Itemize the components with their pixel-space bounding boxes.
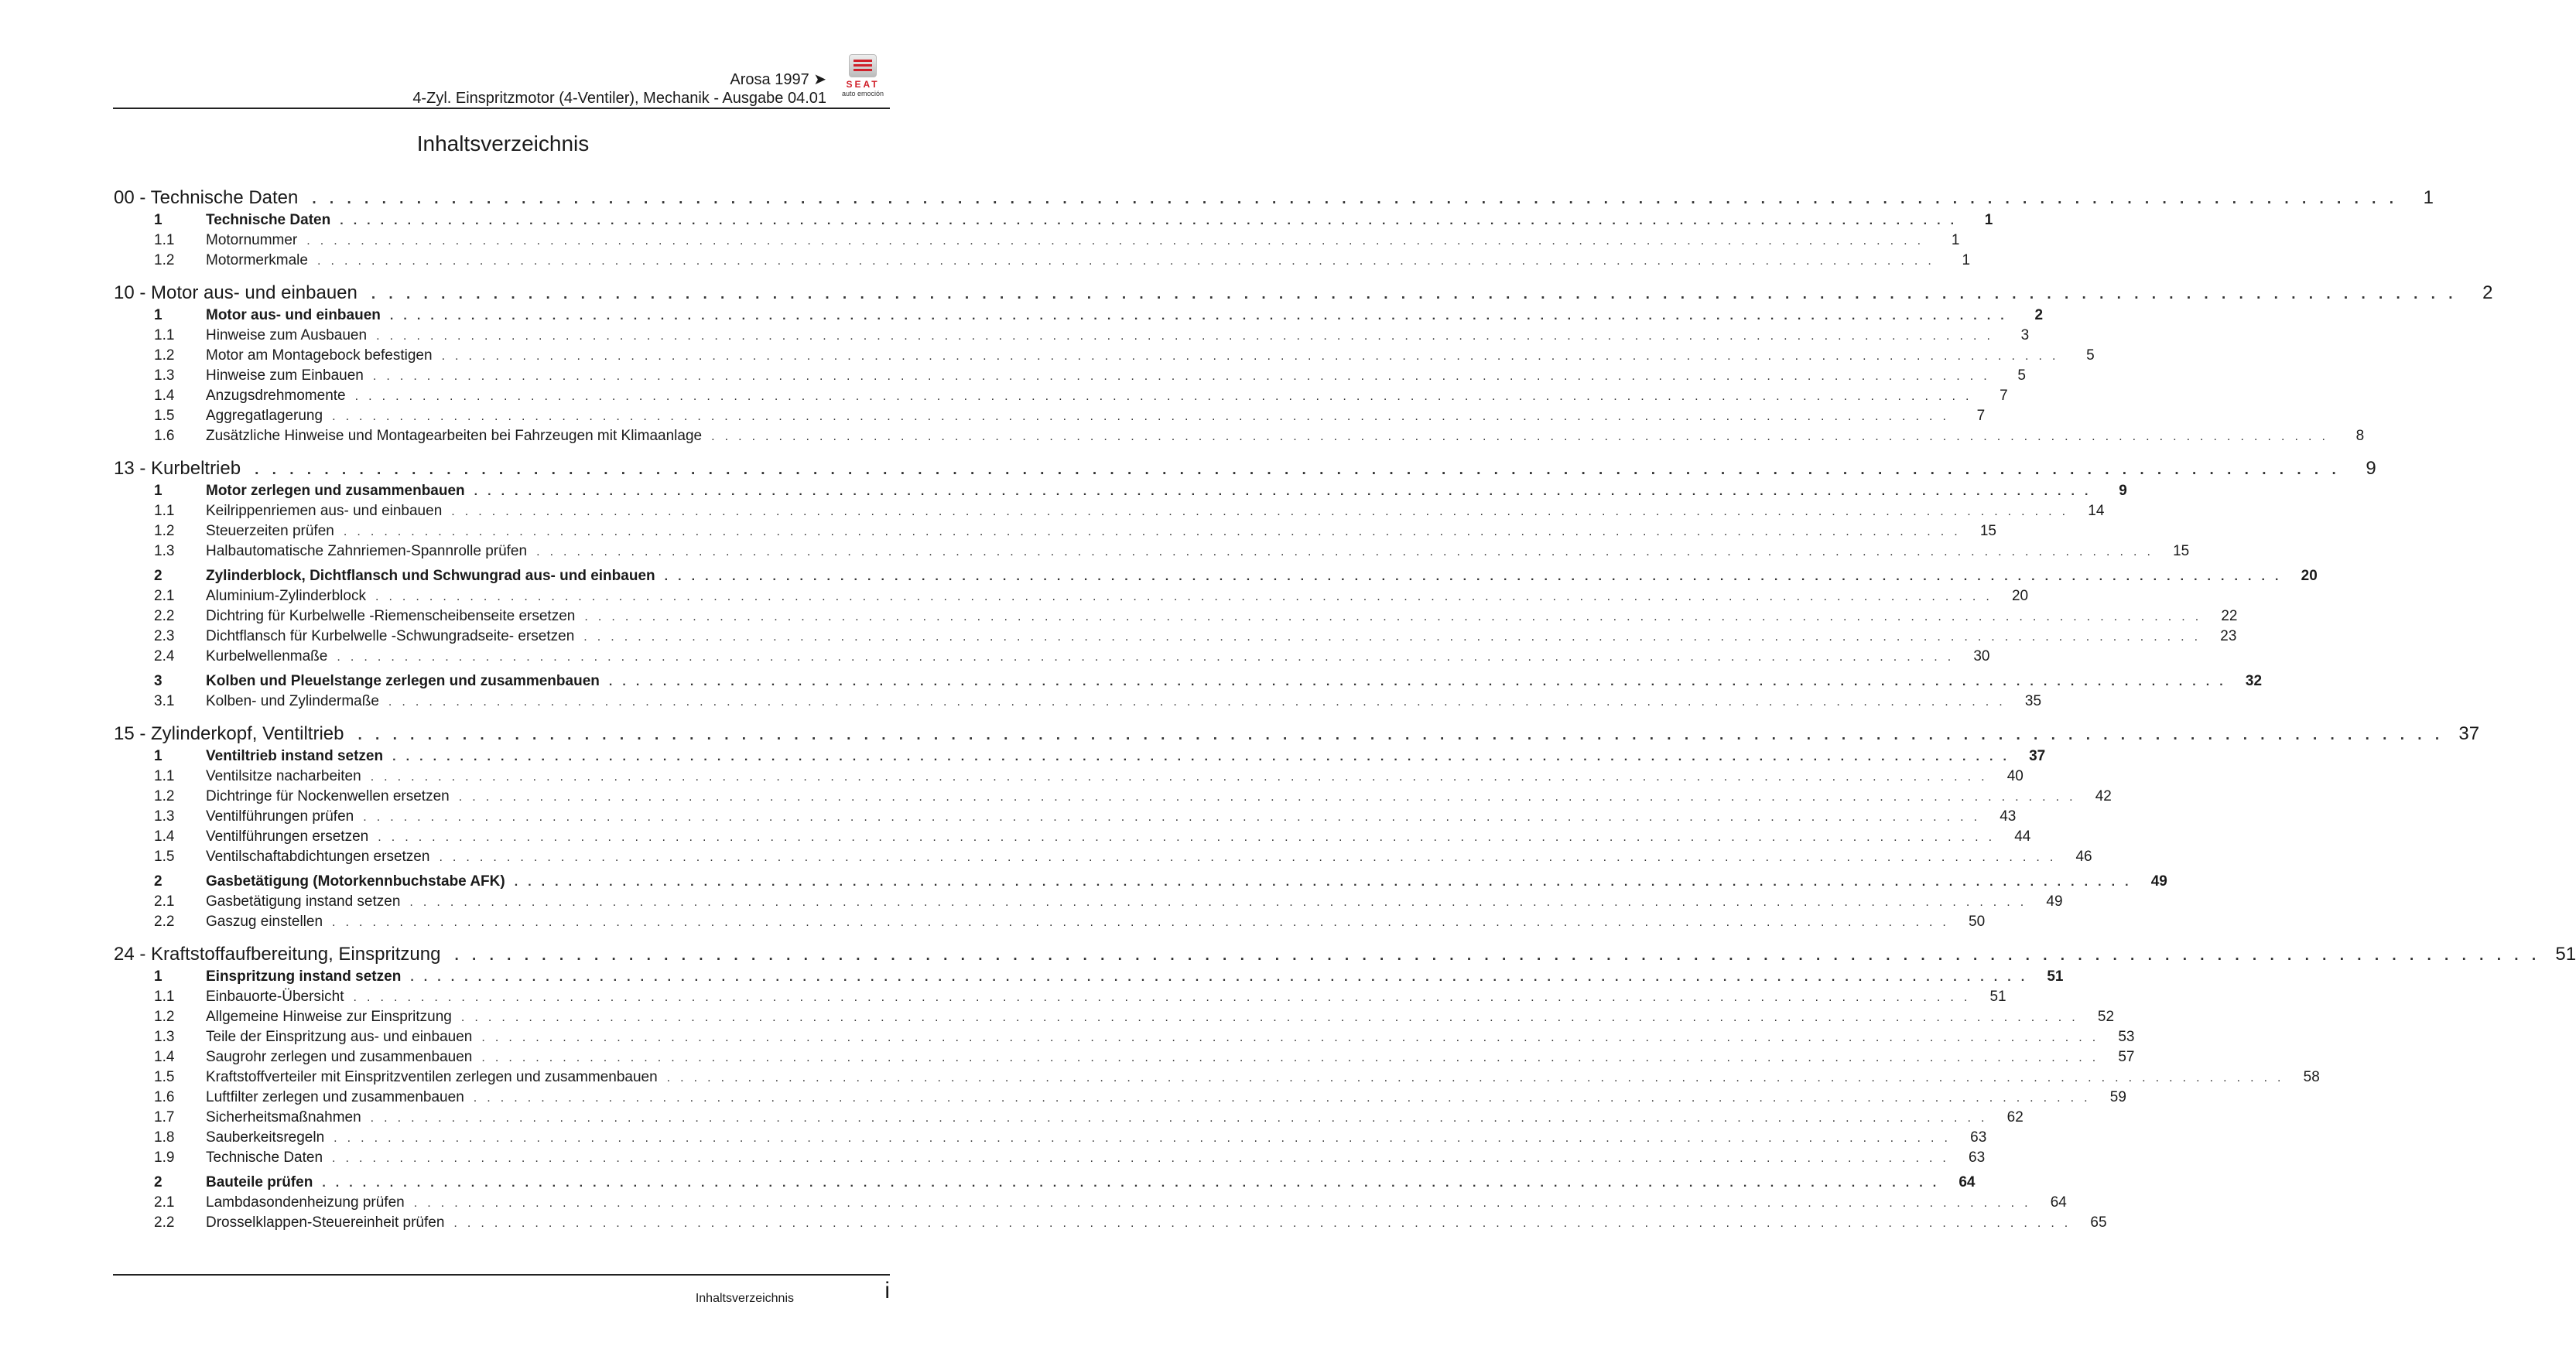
toc-number: 2.2 (154, 1214, 175, 1231)
toc-section[interactable] (114, 566, 2318, 586)
toc-chapter[interactable] (114, 722, 2480, 746)
toc-number: 2.2 (154, 914, 175, 930)
dot-leader: . . . . . . . . . . . . . . . . . . . . . . . . . . . . . . . . . . . . . . . . . . . . . . . . . . . . . . . . . . . . . . . . . . . . . . . . . . . . . . . . . . . . . . . . . . . . . . . . . . . . . . . . . . . . . . . . . . . . . . . . (536, 545, 2154, 558)
toc-page: 1 (1951, 232, 1960, 248)
toc-label: Einbauorte-Übersicht (206, 989, 344, 1005)
toc-page: 37 (2458, 723, 2480, 744)
toc-label: Drosselklappen-Steuereinheit prüfen (206, 1214, 445, 1231)
toc-subsection[interactable] (114, 1067, 2320, 1088)
toc-label: Aluminium-Zylinderblock (206, 588, 366, 604)
toc-page: 65 (2090, 1214, 2107, 1231)
toc-number: 3 (154, 673, 162, 689)
toc-label: Motor zerlegen und zusammenbauen (206, 483, 465, 499)
footer-divider (113, 1274, 890, 1276)
toc-number: 1.1 (154, 989, 175, 1005)
dot-leader: . . . . . . . . . . . . . . . . . . . . . . . . . . . . . . . . . . . . . . . . . . . . . . . . . . . . . . . . . . . . . . . . . . . . . . . . . . . . . . . . . . . . . . . . . . . . . . . . . . . . . . . . . . . . . . . . . . . . . . . . (514, 876, 2132, 889)
toc-label: 10 - Motor aus- und einbauen (114, 282, 357, 303)
toc-chapter[interactable] (114, 942, 2576, 967)
toc-number: 2.1 (154, 893, 175, 910)
toc-page: 20 (2301, 568, 2318, 584)
toc-number: 1 (154, 968, 162, 985)
dot-leader: . . . . . . . . . . . . . . . . . . . . . . . . . . . . . . . . . . . . . . . . . . . . . . . . . . . . . . . . . . . . . . . . . . . . . . . . . . . . . . . . . . . . . . . . . . . . . . . . . . . . . . . . . . . . . . . . . . . . . . . . (583, 630, 2201, 644)
toc-subsection[interactable] (114, 251, 1971, 271)
toc-number: 1.4 (154, 1049, 175, 1065)
toc-label: Saugrohr zerlegen und zusammenbauen (206, 1049, 473, 1065)
toc-label: Gasbetätigung (Motorkennbuchstabe AFK) (206, 873, 505, 890)
dot-leader: . . . . . . . . . . . . . . . . . . . . . . . . . . . . . . . . . . . . . . . . . . . . . . . . . . . . . . . . . . . . . . . . . . . . . . . . . . . . . . . . . . . . . . . . . . . . . . . . . . . . . . . . . . . . . . . . . . . . . . . . (413, 1197, 2031, 1210)
dot-leader: . . . . . . . . . . . . . . . . . . . . . . . . . . . . . . . . . . . . . . . . . . . . . . . . . . . . . . . . . . . . . . . . . . . . . . . . . . . . . . . . . . . . . . . . . . . . . . . . . . . . . . . . . . . . . . . . . . . . . . . . (363, 811, 1981, 824)
toc-number: 2.2 (154, 608, 175, 624)
toc-number: 1.5 (154, 849, 175, 865)
page-title: Inhaltsverzeichnis (416, 132, 590, 155)
toc-chapter[interactable] (114, 456, 2376, 481)
toc-label: Dichtflansch für Kurbelwelle -Schwungradseite- ersetzen (206, 628, 575, 644)
toc-number: 1 (154, 748, 162, 764)
toc-number: 1 (154, 212, 162, 228)
toc-label: 15 - Zylinderkopf, Ventiltrieb (114, 723, 344, 744)
toc-subsection[interactable] (114, 346, 2095, 366)
dot-leader: . . . . . . . . . . . . . . . . . . . . . . . . . . . . . . . . . . . . . . . . . . . . . . . . . . . . . . . . . . . . . . . . . . . . . . . . . . . . . . . . . . . . . . . . . . . . . . . . . . . . . . . . . . . . . . . . . . . . . . . . (584, 610, 2202, 623)
toc-page: 2 (2482, 282, 2493, 303)
toc-subsection[interactable] (114, 912, 1986, 932)
toc-label: Ventilschaftabdichtungen ersetzen (206, 849, 430, 865)
toc-page: 23 (2220, 628, 2237, 644)
toc-page: 40 (2006, 768, 2024, 784)
dot-leader: . . . . . . . . . . . . . . . . . . . . . . . . . . . . . . . . . . . . . . . . . . . . . . . . . . . . . . . . . . . . . . . . . . . . . . . . . . . . . . . . . . . . . . . . . . . . . . . . . . . . . . . . . . . . . . . . . . . . . . . . (371, 286, 2458, 302)
toc-page: 14 (2088, 503, 2105, 519)
toc-page: 51 (2047, 968, 2064, 985)
dot-leader: . . . . . . . . . . . . . . . . . . . . . . . . . . . . . . . . . . . . . . . . . . . . . . . . . . . . . . . . . . . . . . . . . . . . . . . . . . . . . . . . . . . . . . . . . . . . . . . . . . . . . . . . . . . . . . . . . . . . . . . . (316, 254, 1935, 268)
toc-page: 58 (2303, 1069, 2320, 1085)
toc-number: 1.4 (154, 828, 175, 845)
toc-number: 1.1 (154, 327, 175, 343)
dot-leader: . . . . . . . . . . . . . . . . . . . . . . . . . . . . . . . . . . . . . . . . . . . . . . . . . . . . . . . . . . . . . . . . . . . . . . . . . . . . . . . . . . . . . . . . . . . . . . . . . . . . . . . . . . . . . . . . . . . . . . . . (664, 570, 2282, 583)
dot-leader: . . . . . . . . . . . . . . . . . . . . . . . . . . . . . . . . . . . . . . . . . . . . . . . . . . . . . . . . . . . . . . . . . . . . . . . . . . . . . . . . . . . . . . . . . . . . . . . . . . . . . . . . . . . . . . . . . . . . . . . . (458, 791, 2076, 804)
header-divider (113, 108, 890, 109)
toc-label: Technische Daten (206, 1149, 323, 1166)
toc-number: 2.1 (154, 1194, 175, 1211)
dot-leader: . . . . . . . . . . . . . . . . . . . . . . . . . . . . . . . . . . . . . . . . . . . . . . . . . . . . . . . . . . . . . . . . . . . . . . . . . . . . . . . . . . . . . . . . . . . . . . . . . . . . . . . . . . . . . . . . . . . . . . . . (453, 1217, 2071, 1230)
toc-section[interactable] (114, 210, 1993, 231)
toc-label: Sicherheitsmaßnahmen (206, 1109, 361, 1125)
dot-leader: . . . . . . . . . . . . . . . . . . . . . . . . . . . . . . . . . . . . . . . . . . . . . . . . . . . . . . . . . . . . . . . . . . . . . . . . . . . . . . . . . . . . . . . . . . . . . . . . . . . . . . . . . . . . . . . . . . . . . . . . (378, 831, 1996, 844)
toc-number: 2.3 (154, 628, 175, 644)
toc-subsection[interactable] (114, 521, 1996, 541)
toc-subsection[interactable] (114, 1088, 2126, 1108)
dot-leader: . . . . . . . . . . . . . . . . . . . . . . . . . . . . . . . . . . . . . . . . . . . . . . . . . . . . . . . . . . . . . . . . . . . . . . . . . . . . . . . . . . . . . . . . . . . . . . . . . . . . . . . . . . . . . . . . . . . . . . . . (370, 770, 1988, 784)
toc-page: 46 (2075, 849, 2092, 865)
toc-number: 1.2 (154, 252, 175, 268)
toc-page: 15 (1979, 523, 1996, 539)
toc-label: Kraftstoffverteiler mit Einspritzventilen zerlegen und zusammenbauen (206, 1069, 658, 1085)
toc-subsection[interactable] (114, 406, 1986, 426)
toc-number: 1.6 (154, 1089, 175, 1105)
toc-label: Motormerkmale (206, 252, 308, 268)
toc-page: 35 (2024, 693, 2042, 709)
logo-tagline: auto emoción (841, 90, 884, 97)
toc-subsection[interactable] (114, 501, 2105, 521)
toc-chapter[interactable] (114, 281, 2493, 306)
toc-page: 44 (2014, 828, 2031, 845)
dot-leader: . . . . . . . . . . . . . . . . . . . . . . . . . . . . . . . . . . . . . . . . . . . . . . . . . . . . . . . . . . . . . . . . . . . . . . . . . . . . . . . . . . . . . . . . . . . . . . . . . . . . . . . . . . . . . . . . . . . . . . . . (370, 1112, 1988, 1125)
toc-label: Hinweise zum Einbauen (206, 367, 364, 384)
dot-leader: . . . . . . . . . . . . . . . . . . . . . . . . . . . . . . . . . . . . . . . . . . . . . . . . . . . . . . . . . . . . . . . . . . . . . . . . . . . . . . . . . . . . . . . . . . . . . . . . . . . . . . . . . . . . . . . . . . . . . . . . (312, 191, 2399, 207)
logo-brand: SEAT (846, 79, 880, 90)
toc-label: Bauteile prüfen (206, 1174, 313, 1190)
toc-number: 2 (154, 873, 162, 890)
toc-label: Keilrippenriemen aus- und einbauen (206, 503, 443, 519)
toc-page: 9 (2366, 458, 2376, 479)
dot-leader: . . . . . . . . . . . . . . . . . . . . . . . . . . . . . . . . . . . . . . . . . . . . . . . . . . . . . . . . . . . . . . . . . . . . . . . . . . . . . . . . . . . . . . . . . . . . . . . . . . . . . . . . . . . . . . . . . . . . . . . . (389, 309, 2008, 323)
toc-chapter[interactable] (114, 186, 2434, 210)
toc-page: 43 (2000, 808, 2017, 825)
toc-label: Gasbetätigung instand setzen (206, 893, 401, 910)
toc-subsection[interactable] (114, 231, 1960, 251)
toc-number: 1.2 (154, 1009, 175, 1025)
dot-leader: . . . . . . . . . . . . . . . . . . . . . . . . . . . . . . . . . . . . . . . . . . . . . . . . . . . . . . . . . . . . . . . . . . . . . . . . . . . . . . . . . . . . . . . . . . . . . . . . . . . . . . . . . . . . . . . . . . . . . . . . (332, 916, 1950, 929)
toc-subsection[interactable] (114, 787, 2112, 807)
toc-page: 37 (2029, 748, 2046, 764)
toc-page: 20 (2011, 588, 2029, 604)
dot-leader: . . . . . . . . . . . . . . . . . . . . . . . . . . . . . . . . . . . . . . . . . . . . . . . . . . . . . . . . . . . . . . . . . . . . . . . . . . . . . . . . . . . . . . . . . . . . . . . . . . . . . . . . . . . . . . . . . . . . . . . . (410, 971, 2028, 984)
toc-number: 1 (154, 307, 162, 323)
toc-label: Lambdasondenheizung prüfen (206, 1194, 405, 1211)
toc-page: 52 (2097, 1009, 2115, 1025)
toc-subsection[interactable] (114, 1047, 2135, 1067)
footer-page-number: i (884, 1278, 890, 1303)
toc-number: 2.1 (154, 588, 175, 604)
toc-label: Ventilführungen prüfen (206, 808, 354, 825)
toc-section[interactable] (114, 671, 2263, 692)
toc-page: 42 (2095, 788, 2112, 804)
dot-leader: . . . . . . . . . . . . . . . . . . . . . . . . . . . . . . . . . . . . . . . . . . . . . . . . . . . . . . . . . . . . . . . . . . . . . . . . . . . . . . . . . . . . . . . . . . . . . . . . . . . . . . . . . . . . . . . . . . . . . . . . (375, 590, 1993, 603)
toc-label: Kolben- und Zylindermaße (206, 693, 379, 709)
toc-number: 2 (154, 1174, 162, 1190)
dot-leader: . . . . . . . . . . . . . . . . . . . . . . . . . . . . . . . . . . . . . . . . . . . . . . . . . . . . . . . . . . . . . . . . . . . . . . . . . . . . . . . . . . . . . . . . . . . . . . . . . . . . . . . . . . . . . . . . . . . . . . . . (372, 370, 1990, 383)
toc-label: 00 - Technische Daten (114, 187, 299, 208)
toc-page: 63 (1969, 1149, 1986, 1166)
toc-section[interactable] (114, 306, 2044, 326)
toc-label: Luftfilter zerlegen und zusammenbauen (206, 1089, 464, 1105)
toc-label: Zusätzliche Hinweise und Montagearbeiten bei Fahrzeugen mit Klimaanlage (206, 428, 703, 444)
toc-subsection[interactable] (114, 807, 2017, 827)
toc-label: Ventilsitze nacharbeiten (206, 768, 361, 784)
dot-leader: . . . . . . . . . . . . . . . . . . . . . . . . . . . . . . . . . . . . . . . . . . . . . . . . . . . . . . . . . . . . . . . . . . . . . . . . . . . . . . . . . . . . . . . . . . . . . . . . . . . . . . . . . . . . . . . . . . . . . . . . (666, 1071, 2284, 1084)
toc-page: 8 (2355, 428, 2365, 444)
toc-subsection[interactable] (114, 1128, 1987, 1148)
footer-section: Inhaltsverzeichnis (695, 1292, 794, 1305)
toc-number: 1.6 (154, 428, 175, 444)
toc-subsection[interactable] (114, 366, 2026, 386)
toc-number: 1.1 (154, 232, 175, 248)
toc-label: Sauberkeitsregeln (206, 1129, 325, 1146)
toc-subsection[interactable] (114, 1007, 2115, 1027)
toc-number: 1.7 (154, 1109, 175, 1125)
toc-section[interactable] (114, 872, 2167, 892)
toc-page: 1 (1984, 212, 1993, 228)
dot-leader: . . . . . . . . . . . . . . . . . . . . . . . . . . . . . . . . . . . . . . . . . . . . . . . . . . . . . . . . . . . . . . . . . . . . . . . . . . . . . . . . . . . . . . . . . . . . . . . . . . . . . . . . . . . . . . . . . . . . . . . . (332, 410, 1950, 423)
toc-subsection[interactable] (114, 1027, 2135, 1047)
toc-label: Aggregatlagerung (206, 408, 323, 424)
toc-number: 1.3 (154, 543, 175, 559)
toc-page: 22 (2221, 608, 2238, 624)
toc-page: 59 (2109, 1089, 2126, 1105)
toc-number: 2.4 (154, 648, 175, 664)
toc-page: 1 (1962, 252, 1971, 268)
toc-subsection[interactable] (114, 386, 2008, 406)
toc-subsection[interactable] (114, 692, 2042, 712)
dot-leader: . . . . . . . . . . . . . . . . . . . . . . . . . . . . . . . . . . . . . . . . . . . . . . . . . . . . . . . . . . . . . . . . . . . . . . . . . . . . . . . . . . . . . . . . . . . . . . . . . . . . . . . . . . . . . . . . . . . . . . . . (340, 214, 1958, 227)
toc-page: 7 (1976, 408, 1986, 424)
toc-subsection[interactable] (114, 1148, 1986, 1168)
toc-label: Teile der Einspritzung aus- und einbauen (206, 1029, 473, 1045)
toc-page: 62 (2006, 1109, 2024, 1125)
toc-section[interactable] (114, 1173, 1976, 1193)
toc-label: Halbautomatische Zahnriemen-Spannrolle prüfen (206, 543, 528, 559)
dot-leader: . . . . . . . . . . . . . . . . . . . . . . . . . . . . . . . . . . . . . . . . . . . . . . . . . . . . . . . . . . . . . . . . . . . . . . . . . . . . . . . . . . . . . . . . . . . . . . . . . . . . . . . . . . . . . . . . . . . . . . . . (376, 330, 1994, 343)
toc-page: 49 (2046, 893, 2063, 910)
dot-leader: . . . . . . . . . . . . . . . . . . . . . . . . . . . . . . . . . . . . . . . . . . . . . . . . . . . . . . . . . . . . . . . . . . . . . . . . . . . . . . . . . . . . . . . . . . . . . . . . . . . . . . . . . . . . . . . . . . . . . . . . (392, 750, 2010, 763)
toc-label: Kurbelwellenmaße (206, 648, 328, 664)
toc-label: Einspritzung instand setzen (206, 968, 402, 985)
dot-leader: . . . . . . . . . . . . . . . . . . . . . . . . . . . . . . . . . . . . . . . . . . . . . . . . . . . . . . . . . . . . . . . . . . . . . . . . . . . . . . . . . . . . . . . . . . . . . . . . . . . . . . . . . . . . . . . . . . . . . . . . (439, 851, 2057, 864)
dot-leader: . . . . . . . . . . . . . . . . . . . . . . . . . . . . . . . . . . . . . . . . . . . . . . . . . . . . . . . . . . . . . . . . . . . . . . . . . . . . . . . . . . . . . . . . . . . . . . . . . . . . . . . . . . . . . . . . . . . . . . . . (454, 948, 2541, 964)
toc-number: 1.1 (154, 503, 175, 519)
toc-number: 1 (154, 483, 162, 499)
toc-number: 1.8 (154, 1129, 175, 1146)
toc-section[interactable] (114, 746, 2046, 767)
toc-page: 3 (2020, 327, 2030, 343)
toc-subsection[interactable] (114, 827, 2031, 847)
dot-leader: . . . . . . . . . . . . . . . . . . . . . . . . . . . . . . . . . . . . . . . . . . . . . . . . . . . . . . . . . . . . . . . . . . . . . . . . . . . . . . . . . . . . . . . . . . . . . . . . . . . . . . . . . . . . . . . . . . . . . . . . (334, 1132, 1952, 1145)
dot-leader: . . . . . . . . . . . . . . . . . . . . . . . . . . . . . . . . . . . . . . . . . . . . . . . . . . . . . . . . . . . . . . . . . . . . . . . . . . . . . . . . . . . . . . . . . . . . . . . . . . . . . . . . . . . . . . . . . . . . . . . . (255, 462, 2341, 478)
toc-number: 1.2 (154, 523, 175, 539)
toc-label: Anzugsdrehmomente (206, 388, 346, 404)
toc-subsection[interactable] (114, 767, 2024, 787)
toc-subsection[interactable] (114, 1213, 2107, 1233)
toc-subsection[interactable] (114, 541, 2190, 562)
toc-label: Motor am Montagebock befestigen (206, 347, 433, 364)
toc-label: 13 - Kurbeltrieb (114, 458, 241, 479)
dot-leader: . . . . . . . . . . . . . . . . . . . . . . . . . . . . . . . . . . . . . . . . . . . . . . . . . . . . . . . . . . . . . . . . . . . . . . . . . . . . . . . . . . . . . . . . . . . . . . . . . . . . . . . . . . . . . . . . . . . . . . . . (337, 651, 1955, 664)
dot-leader: . . . . . . . . . . . . . . . . . . . . . . . . . . . . . . . . . . . . . . . . . . . . . . . . . . . . . . . . . . . . . . . . . . . . . . . . . . . . . . . . . . . . . . . . . . . . . . . . . . . . . . . . . . . . . . . . . . . . . . . . (343, 525, 1961, 538)
toc-subsection[interactable] (114, 426, 2365, 446)
toc-subsection[interactable] (114, 1193, 2067, 1213)
dot-leader: . . . . . . . . . . . . . . . . . . . . . . . . . . . . . . . . . . . . . . . . . . . . . . . . . . . . . . . . . . . . . . . . . . . . . . . . . . . . . . . . . . . . . . . . . . . . . . . . . . . . . . . . . . . . . . . . . . . . . . . . (409, 896, 2027, 909)
toc-page: 9 (2119, 483, 2127, 499)
dot-leader: . . . . . . . . . . . . . . . . . . . . . . . . . . . . . . . . . . . . . . . . . . . . . . . . . . . . . . . . . . . . . . . . . . . . . . . . . . . . . . . . . . . . . . . . . . . . . . . . . . . . . . . . . . . . . . . . . . . . . . . . (332, 1152, 1950, 1165)
toc-number: 1.5 (154, 1069, 175, 1085)
dot-leader: . . . . . . . . . . . . . . . . . . . . . . . . . . . . . . . . . . . . . . . . . . . . . . . . . . . . . . . . . . . . . . . . . . . . . . . . . . . . . . . . . . . . . . . . . . . . . . . . . . . . . . . . . . . . . . . . . . . . . . . . (354, 390, 1972, 403)
toc-page: 30 (1973, 648, 1990, 664)
toc-label: Ventilführungen ersetzen (206, 828, 369, 845)
toc-page: 64 (1959, 1174, 1976, 1190)
toc-number: 1.2 (154, 347, 175, 364)
dot-leader: . . . . . . . . . . . . . . . . . . . . . . . . . . . . . . . . . . . . . . . . . . . . . . . . . . . . . . . . . . . . . . . . . . . . . . . . . . . . . . . . . . . . . . . . . . . . . . . . . . . . . . . . . . . . . . . . . . . . . . . . (451, 505, 2069, 518)
dot-leader: . . . . . . . . . . . . . . . . . . . . . . . . . . . . . . . . . . . . . . . . . . . . . . . . . . . . . . . . . . . . . . . . . . . . . . . . . . . . . . . . . . . . . . . . . . . . . . . . . . . . . . . . . . . . . . . . . . . . . . . . (608, 675, 2227, 688)
toc-subsection[interactable] (114, 847, 2092, 867)
toc-number: 1.4 (154, 388, 175, 404)
toc-label: 24 - Kraftstoffaufbereitung, Einspritzung (114, 944, 441, 965)
dot-leader: . . . . . . . . . . . . . . . . . . . . . . . . . . . . . . . . . . . . . . . . . . . . . . . . . . . . . . . . . . . . . . . . . . . . . . . . . . . . . . . . . . . . . . . . . . . . . . . . . . . . . . . . . . . . . . . . . . . . . . . . (460, 1011, 2079, 1024)
toc-page: 50 (1969, 914, 1986, 930)
dot-leader: . . . . . . . . . . . . . . . . . . . . . . . . . . . . . . . . . . . . . . . . . . . . . . . . . . . . . . . . . . . . . . . . . . . . . . . . . . . . . . . . . . . . . . . . . . . . . . . . . . . . . . . . . . . . . . . . . . . . . . . . (473, 1091, 2091, 1105)
toc-number: 1.5 (154, 408, 175, 424)
toc-number: 1.3 (154, 1029, 175, 1045)
toc-section[interactable] (114, 967, 2064, 987)
seat-logo (832, 54, 894, 97)
dot-leader: . . . . . . . . . . . . . . . . . . . . . . . . . . . . . . . . . . . . . . . . . . . . . . . . . . . . . . . . . . . . . . . . . . . . . . . . . . . . . . . . . . . . . . . . . . . . . . . . . . . . . . . . . . . . . . . . . . . . . . . . (353, 991, 1971, 1004)
dot-leader: . . . . . . . . . . . . . . . . . . . . . . . . . . . . . . . . . . . . . . . . . . . . . . . . . . . . . . . . . . . . . . . . . . . . . . . . . . . . . . . . . . . . . . . . . . . . . . . . . . . . . . . . . . . . . . . . . . . . . . . . (441, 350, 2059, 363)
toc-page: 49 (2150, 873, 2167, 890)
dot-leader: . . . . . . . . . . . . . . . . . . . . . . . . . . . . . . . . . . . . . . . . . . . . . . . . . . . . . . . . . . . . . . . . . . . . . . . . . . . . . . . . . . . . . . . . . . . . . . . . . . . . . . . . . . . . . . . . . . . . . . . . (322, 1177, 1940, 1190)
toc-label: Dichtring für Kurbelwelle -Riemenscheibenseite ersetzen (206, 608, 576, 624)
toc-subsection[interactable] (114, 892, 2063, 912)
toc-page: 57 (2118, 1049, 2135, 1065)
toc-number: 1.1 (154, 768, 175, 784)
toc-page: 63 (1970, 1129, 1987, 1146)
toc-page: 1 (2423, 187, 2434, 208)
toc-subsection[interactable] (114, 586, 2029, 606)
toc-number: 2 (154, 568, 162, 584)
toc-page: 15 (2173, 543, 2190, 559)
toc-label: Motornummer (206, 232, 298, 248)
toc-label: Technische Daten (206, 212, 331, 228)
toc-number: 1.9 (154, 1149, 175, 1166)
dot-leader: . . . . . . . . . . . . . . . . . . . . . . . . . . . . . . . . . . . . . . . . . . . . . . . . . . . . . . . . . . . . . . . . . . . . . . . . . . . . . . . . . . . . . . . . . . . . . . . . . . . . . . . . . . . . . . . . . . . . . . . . (711, 430, 2329, 443)
toc-label: Dichtringe für Nockenwellen ersetzen (206, 788, 450, 804)
dot-leader: . . . . . . . . . . . . . . . . . . . . . . . . . . . . . . . . . . . . . . . . . . . . . . . . . . . . . . . . . . . . . . . . . . . . . . . . . . . . . . . . . . . . . . . . . . . . . . . . . . . . . . . . . . . . . . . . . . . . . . . . (474, 485, 2092, 498)
toc-label: Kolben und Pleuelstange zerlegen und zusammenbauen (206, 673, 600, 689)
toc-subsection[interactable] (114, 606, 2238, 627)
toc-page: 7 (2000, 388, 2008, 404)
seat-badge-icon (849, 54, 877, 77)
toc-label: Ventiltrieb instand setzen (206, 748, 384, 764)
toc-number: 1.3 (154, 367, 175, 384)
toc-page: 5 (2086, 347, 2095, 364)
dot-leader: . . . . . . . . . . . . . . . . . . . . . . . . . . . . . . . . . . . . . . . . . . . . . . . . . . . . . . . . . . . . . . . . . . . . . . . . . . . . . . . . . . . . . . . . . . . . . . . . . . . . . . . . . . . . . . . . . . . . . . . . (481, 1031, 2099, 1044)
toc-label: Gaszug einstellen (206, 914, 323, 930)
toc-page: 53 (2118, 1029, 2135, 1045)
header-model: Arosa 1997 ➤ (730, 71, 826, 88)
toc-number: 1.3 (154, 808, 175, 825)
toc-page: 32 (2245, 673, 2263, 689)
header-subtitle: 4-Zyl. Einspritzmotor (4-Ventiler), Mechanik - Ausgabe 04.01 (412, 90, 826, 107)
toc-page: 51 (2555, 944, 2576, 965)
toc-number: 3.1 (154, 693, 175, 709)
dot-leader: . . . . . . . . . . . . . . . . . . . . . . . . . . . . . . . . . . . . . . . . . . . . . . . . . . . . . . . . . . . . . . . . . . . . . . . . . . . . . . . . . . . . . . . . . . . . . . . . . . . . . . . . . . . . . . . . . . . . . . . . (481, 1051, 2099, 1064)
toc-label: Motor aus- und einbauen (206, 307, 381, 323)
toc-label: Zylinderblock, Dichtflansch und Schwungrad aus- und einbauen (206, 568, 655, 584)
toc-subsection[interactable] (114, 647, 1990, 667)
dot-leader: . . . . . . . . . . . . . . . . . . . . . . . . . . . . . . . . . . . . . . . . . . . . . . . . . . . . . . . . . . . . . . . . . . . . . . . . . . . . . . . . . . . . . . . . . . . . . . . . . . . . . . . . . . . . . . . . . . . . . . . . (388, 695, 2006, 709)
toc-subsection[interactable] (114, 627, 2237, 647)
dot-leader: . . . . . . . . . . . . . . . . . . . . . . . . . . . . . . . . . . . . . . . . . . . . . . . . . . . . . . . . . . . . . . . . . . . . . . . . . . . . . . . . . . . . . . . . . . . . . . . . . . . . . . . . . . . . . . . . . . . . . . . . (357, 727, 2444, 743)
toc-page: 2 (2034, 307, 2044, 323)
toc-page: 64 (2050, 1194, 2067, 1211)
toc-subsection[interactable] (114, 326, 2030, 346)
toc-subsection[interactable] (114, 987, 2006, 1007)
toc-number: 1.2 (154, 788, 175, 804)
toc-subsection[interactable] (114, 1108, 2024, 1128)
toc-page: 5 (2017, 367, 2026, 384)
toc-label: Hinweise zum Ausbauen (206, 327, 368, 343)
table-of-contents (114, 186, 2576, 1233)
toc-label: Steuerzeiten prüfen (206, 523, 334, 539)
dot-leader: . . . . . . . . . . . . . . . . . . . . . . . . . . . . . . . . . . . . . . . . . . . . . . . . . . . . . . . . . . . . . . . . . . . . . . . . . . . . . . . . . . . . . . . . . . . . . . . . . . . . . . . . . . . . . . . . . . . . . . . . (306, 234, 1924, 248)
toc-section[interactable] (114, 481, 2127, 501)
toc-page: 51 (1989, 989, 2006, 1005)
toc-label: Allgemeine Hinweise zur Einspritzung (206, 1009, 452, 1025)
